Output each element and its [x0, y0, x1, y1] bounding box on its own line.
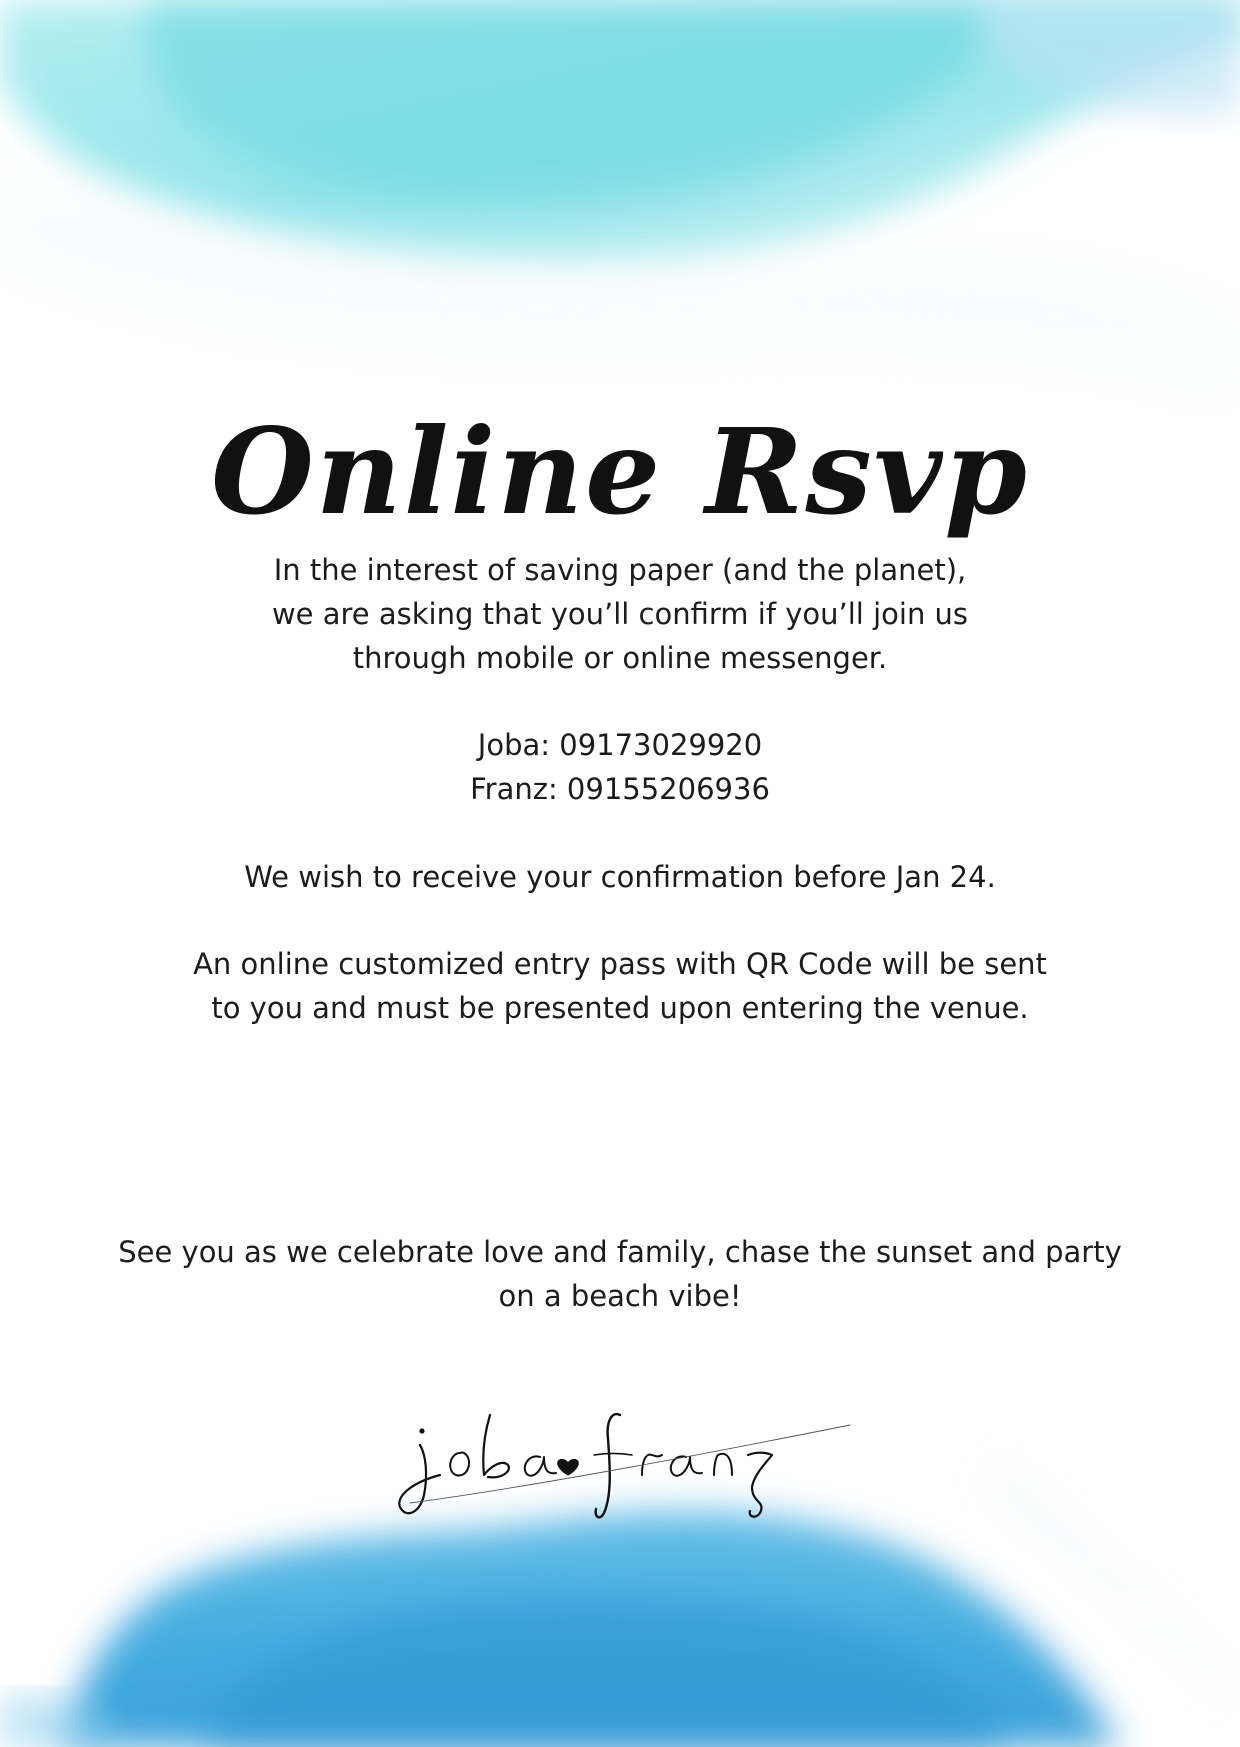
deadline-text: [0, 855, 1240, 899]
entry-pass-paragraph: [0, 942, 1240, 1030]
intro-line: through mobile or online messenger.: [352, 641, 888, 675]
pass-line: An online customized entry pass with QR Code will be sent: [193, 947, 1047, 981]
contact-franz: Franz: 09155206936: [470, 772, 770, 806]
signature-logo: [380, 1395, 880, 1525]
pass-line: to you and must be presented upon entering the venue.: [211, 991, 1029, 1025]
intro-line: we are asking that you’ll confirm if you’ll join us: [271, 597, 969, 631]
top-watercolor-wash: [0, 0, 1240, 380]
closing-line: on a beach vibe!: [498, 1279, 742, 1313]
deadline-line: We wish to receive your confirmation before Jan 24.: [244, 860, 996, 894]
intro-line: In the interest of saving paper (and the planet),: [273, 553, 967, 587]
closing-line: See you as we celebrate love and family, chase the sunset and party: [118, 1235, 1122, 1269]
contact-joba: Joba: 09173029920: [477, 728, 763, 762]
closing-paragraph: [0, 1230, 1240, 1318]
page-title: Online Rsvp: [211, 402, 1029, 542]
intro-paragraph: [0, 548, 1240, 680]
contact-list: [0, 723, 1240, 811]
